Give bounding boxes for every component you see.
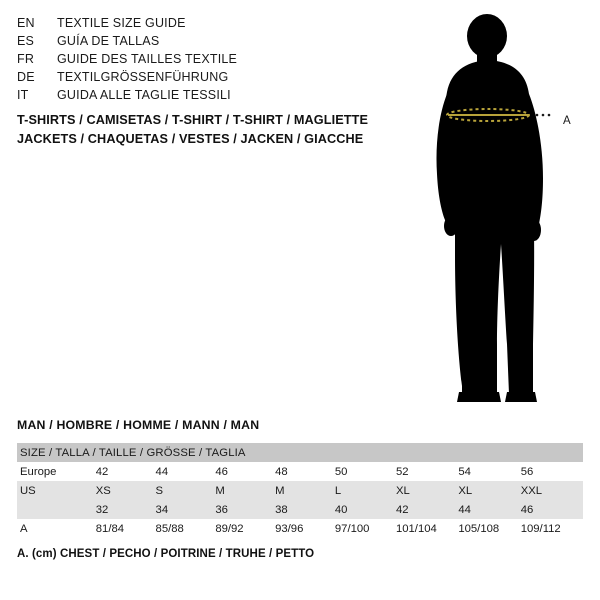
table-cell: S [156, 481, 216, 500]
table-cell: XS [96, 481, 156, 500]
language-row [17, 68, 377, 86]
table-cell: XL [458, 481, 520, 500]
language-list [17, 14, 377, 104]
table-cell: XXL [521, 481, 583, 500]
row-label: US [17, 481, 96, 500]
table-cell: M [275, 481, 335, 500]
table-title-man: MAN / HOMBRE / HOMME / MANN / MAN [17, 418, 260, 432]
language-text: GUIDA ALLE TAGLIE TESSILI [57, 88, 231, 102]
table-cell: 50 [335, 462, 396, 481]
table-footnote: A. (cm) CHEST / PECHO / POITRINE / TRUHE / PETTO [17, 548, 315, 560]
table-cell: 109/112 [521, 519, 583, 538]
silhouette-body [436, 14, 543, 402]
table-cell: 52 [396, 462, 458, 481]
row-label [17, 500, 96, 519]
table-cell: 46 [521, 500, 583, 519]
row-label: A [17, 519, 96, 538]
table-cell: 32 [96, 500, 156, 519]
table-cell: 54 [458, 462, 520, 481]
table-header-row [17, 443, 583, 462]
table-cell: 46 [215, 462, 275, 481]
table-cell: L [335, 481, 396, 500]
table-cell: 44 [156, 462, 216, 481]
language-code: IT [17, 88, 29, 102]
table-cell: 48 [275, 462, 335, 481]
table-row [17, 500, 583, 519]
measure-leader-dots [536, 114, 551, 117]
language-text: TEXTILGRÖSSENFÜHRUNG [57, 70, 229, 84]
table-cell: 40 [335, 500, 396, 519]
language-code: EN [17, 16, 35, 30]
table-cell: 93/96 [275, 519, 335, 538]
language-code: DE [17, 70, 35, 84]
table-cell: 56 [521, 462, 583, 481]
table-cell: M [215, 481, 275, 500]
language-row [17, 32, 377, 50]
table-cell: 44 [458, 500, 520, 519]
table-cell: XL [396, 481, 458, 500]
size-table [17, 443, 583, 538]
category-line-tshirts: T-SHIRTS / CAMISETAS / T-SHIRT / T-SHIRT / MAGLIETTE [17, 113, 369, 127]
table-cell: 38 [275, 500, 335, 519]
table-cell: 101/104 [396, 519, 458, 538]
chest-measure-label: A [563, 115, 571, 127]
table-cell: 34 [156, 500, 216, 519]
language-code: ES [17, 34, 35, 48]
language-text: GUIDE DES TAILLES TEXTILE [57, 52, 238, 66]
table-cell: 85/88 [156, 519, 216, 538]
table-cell: 36 [215, 500, 275, 519]
table-cell: 42 [96, 462, 156, 481]
language-text: TEXTILE SIZE GUIDE [57, 16, 186, 30]
table-row [17, 519, 583, 538]
language-row [17, 50, 377, 68]
table-row [17, 462, 583, 481]
table-cell: 42 [396, 500, 458, 519]
row-label: Europe [17, 462, 96, 481]
language-code: FR [17, 52, 35, 66]
language-row [17, 14, 377, 32]
table-cell: 81/84 [96, 519, 156, 538]
category-list [17, 111, 437, 149]
table-cell: 89/92 [215, 519, 275, 538]
category-line-jackets: JACKETS / CHAQUETAS / VESTES / JACKEN / GIACCHE [17, 132, 364, 146]
table-header-label: SIZE / TALLA / TAILLE / GRÖSSE / TAGLIA [17, 443, 583, 462]
table-cell: 105/108 [458, 519, 520, 538]
language-text: GUÍA DE TALLAS [57, 34, 160, 48]
language-row [17, 86, 377, 104]
table-row [17, 481, 583, 500]
table-cell: 97/100 [335, 519, 396, 538]
male-silhouette-figure [415, 14, 590, 404]
